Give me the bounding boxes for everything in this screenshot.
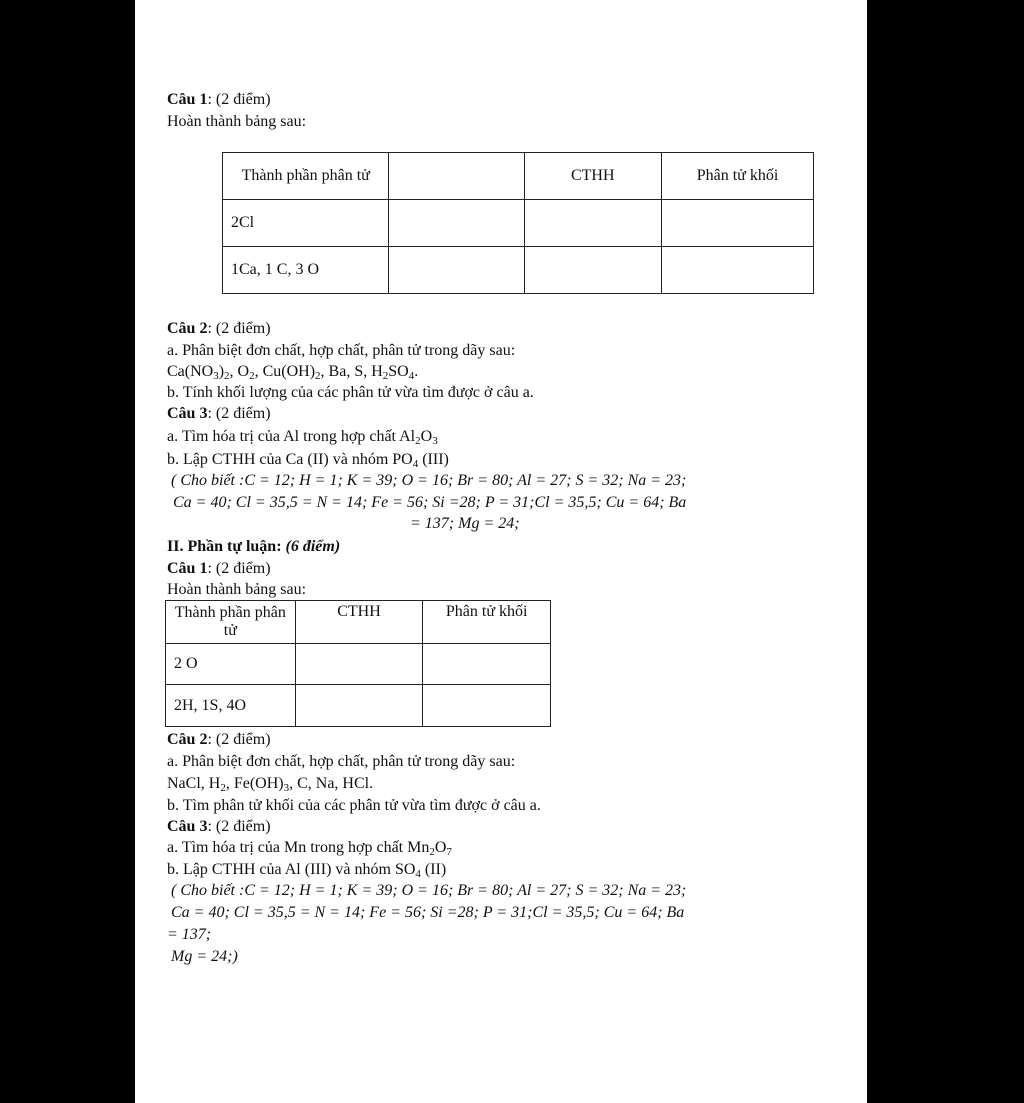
p1-q3-heading [167,404,271,424]
p2-q1-heading [167,559,271,579]
p2-q3-label: Câu 3 [167,818,208,835]
p2-q3-points: : (2 điểm) [207,818,271,835]
table-cell [423,644,551,685]
table-cell: 1Ca, 1 C, 3 O [223,247,389,294]
p2-q3-b: b. Lập CTHH của Al (III) và nhóm $SO_4$ (II) [167,861,447,880]
table-cell: 2H, 1S, 4O [166,685,296,727]
table-cell [524,247,661,294]
p2-q2-a: a. Phân biệt đơn chất, hợp chất, phân tử trong dãy sau: [167,753,516,770]
table-header-cell: Phân tử khối [423,601,551,644]
p2-q3-given-3: = 137; [167,926,212,943]
p1-q1-instruction: Hoàn thành bảng sau: [167,113,307,130]
table-row [223,247,814,294]
p2-q3-given-4: Mg = 24;) [171,948,238,965]
p1-q3-a: a. Tìm hóa trị của Al trong hợp chất $Al_2O_3$ [167,428,438,447]
p1-q2-label: Câu 2 [167,320,208,337]
p1-q3-b: b. Lập CTHH của Ca (II) và nhóm $PO_4$ (III) [167,451,449,470]
table-cell [295,685,423,727]
table-header-cell: Phân tử khối [662,153,814,200]
part2-title-points: (6 điểm) [285,538,341,555]
p1-q3-given-3: = 137; Mg = 24; [410,515,520,532]
table-cell [662,247,814,294]
p1-q3-given-1: ( Cho biết :C = 12; H = 1; K = 39; O = 16; Br = 80; Al = 27; S = 32; Na = 23; [171,472,687,489]
table-header-cell: CTHH [524,153,661,200]
part2-title-text: II. Phần tự luận: [167,538,286,555]
table-cell [423,685,551,727]
table-row [223,200,814,247]
table-header-cell: Thành phần phân tử [166,601,296,644]
p1-q3-given-2: Ca = 40; Cl = 35,5 = N = 14; Fe = 56; Si =28; P = 31;Cl = 35,5; Cu = 64; Ba [173,494,687,511]
table-cell: 2Cl [223,200,389,247]
table-cell [524,200,661,247]
p1-q1-heading [167,90,271,110]
p2-q2-points: : (2 điểm) [207,731,271,748]
p1-q1-label: Câu 1 [167,91,208,108]
p1-q2-formulas: $Ca(NO_3)_2$, $O_2$, $Cu(OH)_2$, Ba, S, $H_2SO_4$. [167,363,419,382]
table-header-cell: Thành phần phân tử [223,153,389,200]
p1-q1-table [222,152,814,294]
p2-q1-table [165,600,551,727]
p1-q2-points: : (2 điểm) [207,320,271,337]
table-row [166,644,551,685]
table-cell [662,200,814,247]
table-cell [389,200,524,247]
p2-q3-given-2: Ca = 40; Cl = 35,5 = N = 14; Fe = 56; Si =28; P = 31;Cl = 35,5; Cu = 64; Ba [171,904,685,921]
table-cell [389,247,524,294]
table-header-row [223,153,814,200]
table-cell [295,644,423,685]
p2-q2-label: Câu 2 [167,731,208,748]
p1-q1-points: : (2 điểm) [207,91,271,108]
table-header-cell [389,153,524,200]
table-header-row [166,601,551,644]
p2-q2-heading [167,730,271,750]
p1-q3-label: Câu 3 [167,405,208,422]
p1-q3-points: : (2 điểm) [207,405,271,422]
p2-q2-b: b. Tìm phân tử khối của các phân tử vừa tìm được ở câu a. [167,797,541,814]
p1-q2-b: b. Tính khối lượng của các phân tử vừa tìm được ở câu a. [167,384,534,401]
p2-q3-given-1: ( Cho biết :C = 12; H = 1; K = 39; O = 16; Br = 80; Al = 27; S = 32; Na = 23; [171,882,687,899]
p2-q3-heading [167,817,271,837]
part2-title [167,537,340,557]
p2-q1-label: Câu 1 [167,560,208,577]
p2-q1-points: : (2 điểm) [207,560,271,577]
p1-q2-heading [167,319,271,339]
p2-q1-instruction: Hoàn thành bảng sau: [167,581,307,598]
p2-q2-formulas: NaCl, $H_2$, $Fe(OH)_3$, C, Na, HCl. [167,775,374,794]
table-header-cell: CTHH [295,601,423,644]
p2-q3-a: a. Tìm hóa trị của Mn trong hợp chất $Mn_2O_7$ [167,839,452,858]
table-row [166,685,551,727]
worksheet-page [135,0,867,1103]
table-cell: 2 O [166,644,296,685]
p1-q2-a: a. Phân biệt đơn chất, hợp chất, phân tử trong dãy sau: [167,342,516,359]
